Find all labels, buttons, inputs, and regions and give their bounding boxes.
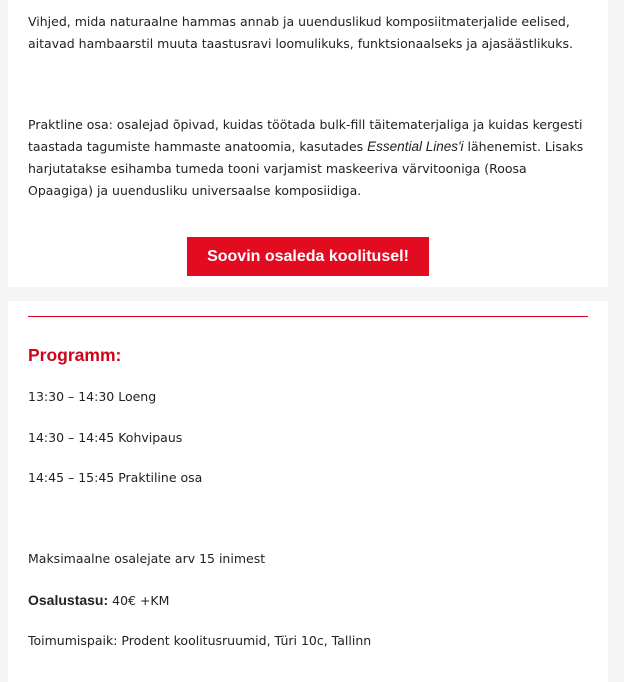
practical-paragraph xyxy=(28,114,588,202)
brand-name: Essential Lines'i xyxy=(367,139,464,154)
section-divider xyxy=(28,316,588,317)
fee-label: Osalustasu: xyxy=(28,592,109,608)
venue: Toimumispaik: Prodent koolitusruumid, Türi 10c, Tallinn xyxy=(28,633,372,648)
max-participants: Maksimaalne osalejate arv 15 inimest xyxy=(28,551,266,566)
practical-text-start: Praktline osa: osalejad õpivad, kuidas töötada bulk-fill täitematerjaliga ja kuidas kergesti taastada tagumiste hammaste anatoomia, kasutades xyxy=(28,117,583,154)
program-item: 13:30 – 14:30 Loeng xyxy=(28,389,157,404)
practical-text-end: lähenemist. Lisaks harjutatakse esihamba tumeda tooni varjamist maskeeriva värvitooniga (Roosa Opaagiga) ja uuendusliku universaalse komposiidiga. xyxy=(28,139,584,198)
fee-value: 40€ +KM xyxy=(108,593,170,608)
intro-paragraph: Vihjed, mida naturaalne hammas annab ja uuenduslikud komposiitmaterjalide eelised, aitavad hambaarstil muuta taastusravi loomulikuks, funktsionaalseks ja ajasäästlikuks. xyxy=(28,14,573,51)
description-section xyxy=(8,0,608,287)
register-button[interactable]: Soovin osaleda koolitusel! xyxy=(187,237,429,276)
program-heading: Programm: xyxy=(28,345,122,365)
participation-fee xyxy=(28,589,588,612)
program-item: 14:30 – 14:45 Kohvipaus xyxy=(28,430,183,445)
program-section xyxy=(8,301,608,682)
program-item: 14:45 – 15:45 Praktiline osa xyxy=(28,470,203,485)
